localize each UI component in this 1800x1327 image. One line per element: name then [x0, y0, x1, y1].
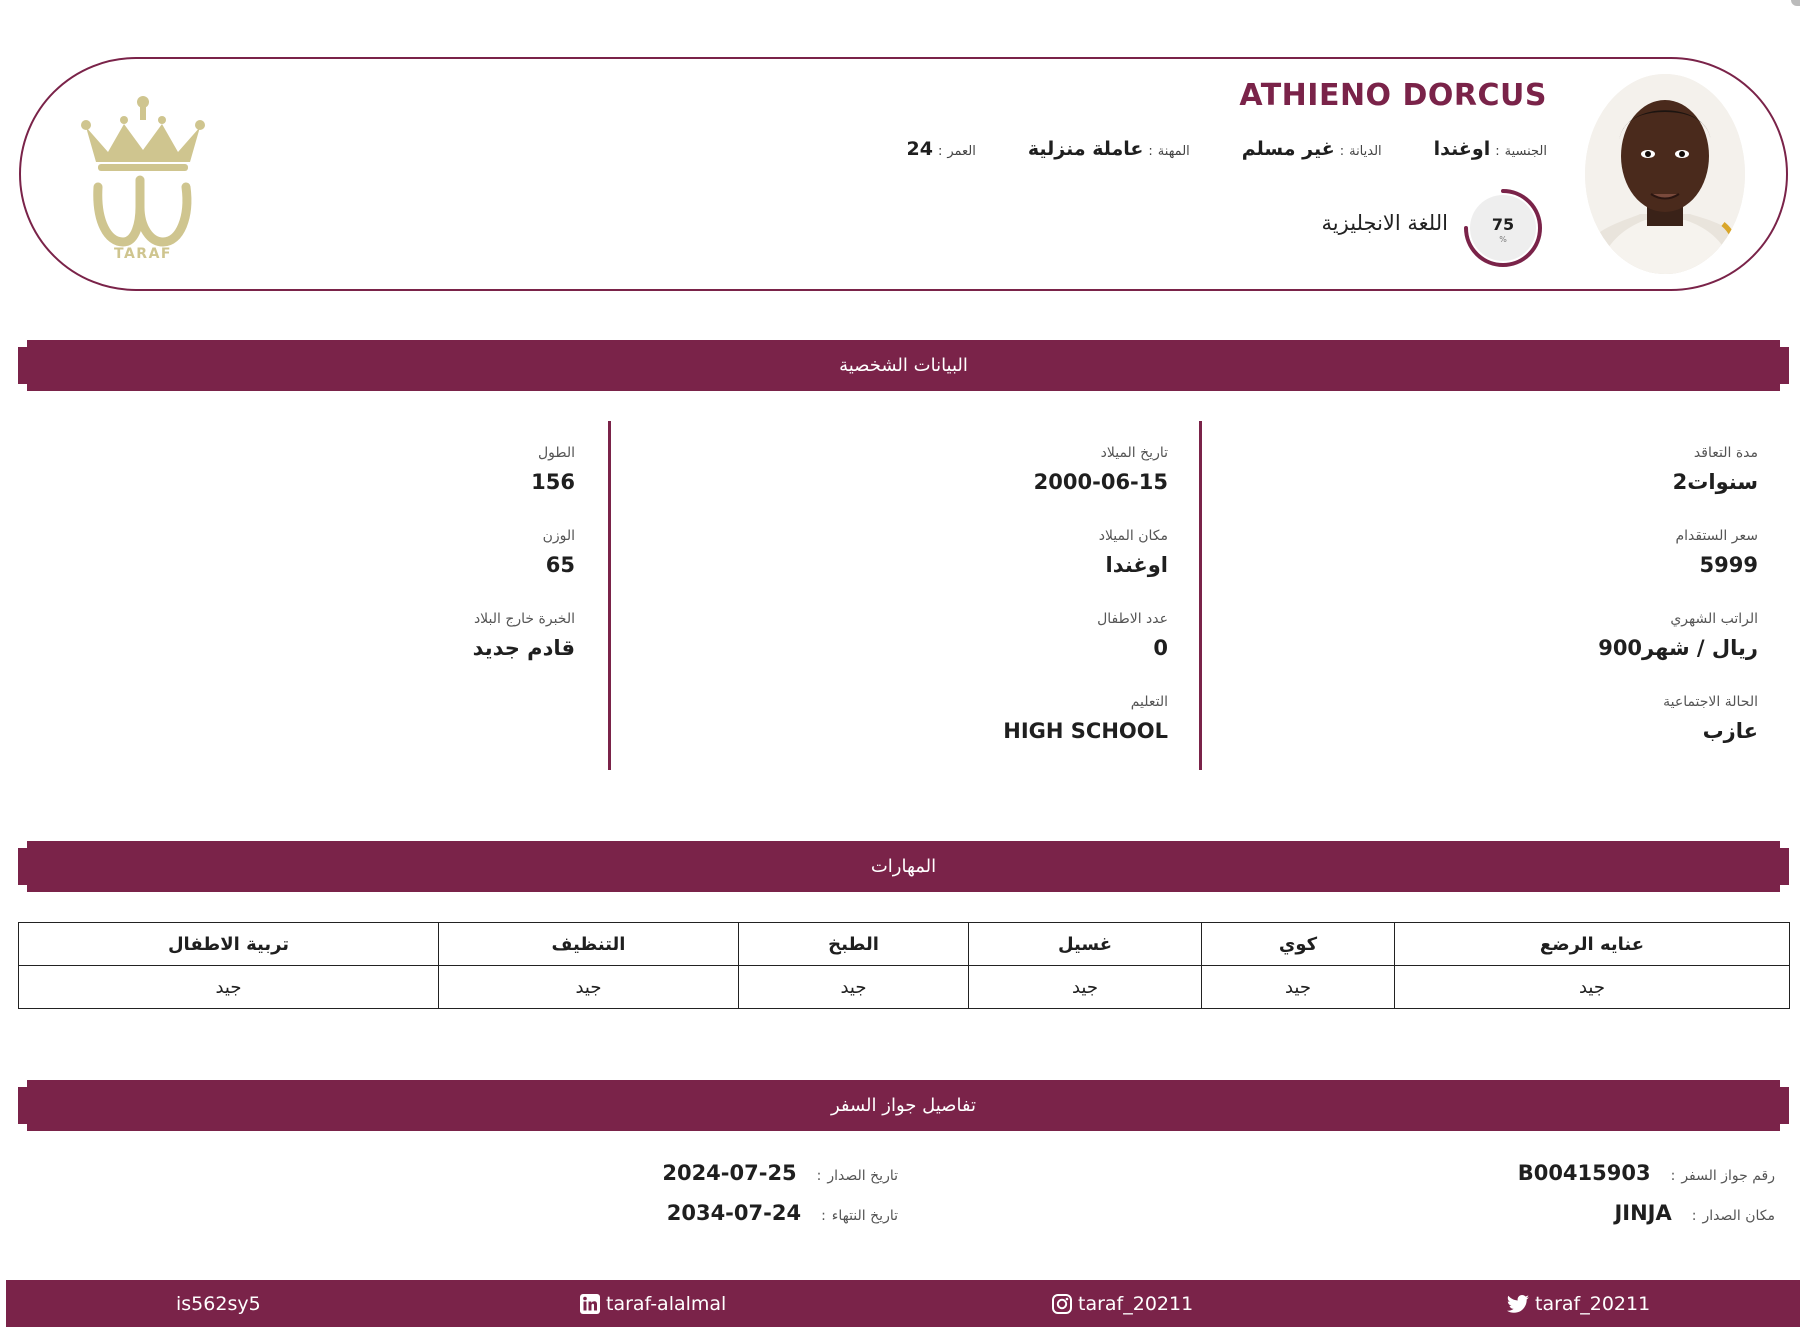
skill-header: عنايه الرضع [1395, 923, 1790, 966]
weight-field [543, 528, 575, 577]
nationality-label: الجنسية [1504, 144, 1547, 159]
profession-item [1028, 138, 1190, 160]
pob-field [1099, 528, 1168, 577]
skill-header: غسيل [969, 923, 1202, 966]
separator: : [821, 1208, 826, 1224]
skill-value: جيد [1202, 966, 1395, 1009]
children-field [1097, 611, 1168, 660]
language-gauge [1461, 186, 1545, 270]
linkedin-icon [579, 1293, 601, 1315]
profile-photo [1585, 74, 1745, 274]
pob-value: اوغندا [1105, 553, 1168, 577]
skill-value: جيد [439, 966, 739, 1009]
instagram-handle: taraf_20211 [1078, 1292, 1194, 1315]
skill-header: كوي [1202, 923, 1395, 966]
contract-value: 2سنوات [1672, 470, 1758, 494]
passport-place-label: مكان الصدار [1702, 1208, 1775, 1224]
worker-name: ATHIENO DORCUS [1239, 78, 1547, 113]
recruit-price-label: سعر الستقدام [1675, 528, 1758, 544]
footer-code-text: is562sy5 [176, 1292, 261, 1315]
religion-label: الديانة [1349, 144, 1382, 159]
passport-expiry-label: تاريخ النتهاء [831, 1208, 898, 1224]
children-value: 0 [1153, 636, 1168, 660]
experience-value: قادم جديد [472, 636, 575, 660]
twitter-handle: taraf_20211 [1535, 1292, 1651, 1315]
taraf-logo [78, 92, 208, 262]
percent-sign: % [1499, 235, 1507, 244]
skills-value-row [19, 966, 1790, 1009]
nationality-item [1434, 138, 1547, 160]
separator: : [1148, 144, 1153, 159]
contract-field [1673, 445, 1758, 494]
separator: : [937, 144, 943, 159]
instagram-link[interactable] [1051, 1280, 1193, 1327]
age-item [906, 138, 975, 160]
age-value: 24 [906, 138, 933, 160]
separator: : [1691, 1208, 1697, 1224]
twitter-link[interactable] [1506, 1280, 1650, 1327]
religion-value: غير مسلم [1241, 138, 1335, 160]
personal-section-header [27, 340, 1780, 391]
corner-mark [1791, 0, 1800, 6]
dob-field [1034, 445, 1168, 494]
salary-field [1598, 611, 1758, 660]
profession-label: المهنة [1157, 144, 1190, 159]
passport-number-row [1518, 1161, 1775, 1185]
twitter-icon [1506, 1293, 1530, 1315]
column-divider [1199, 421, 1202, 770]
education-field [1003, 694, 1168, 743]
dob-value: 2000-06-15 [1033, 470, 1168, 494]
education-label: التعليم [1130, 694, 1168, 710]
height-value: 156 [531, 470, 575, 494]
weight-value: 65 [545, 553, 575, 577]
passport-section-header [27, 1080, 1780, 1131]
height-label: الطول [537, 445, 575, 461]
passport-issue-value: 2024-07-25 [662, 1161, 797, 1185]
passport-expiry-row [667, 1201, 898, 1225]
passport-section-title: تفاصيل جواز السفر [830, 1095, 977, 1116]
linkedin-link[interactable] [579, 1280, 726, 1327]
column-divider [608, 421, 611, 770]
passport-number-label: رقم جواز السفر [1681, 1168, 1775, 1184]
passport-issue-label: تاريخ الصدار [827, 1168, 898, 1184]
passport-issue-row [662, 1161, 898, 1185]
skill-value: جيد [739, 966, 969, 1009]
personal-section-title: البيانات الشخصية [839, 355, 968, 376]
passport-number-value: B00415903 [1517, 1161, 1651, 1185]
language-label: اللغة الانجليزية [1321, 211, 1448, 235]
separator: : [816, 1168, 822, 1184]
skill-header: الطبخ [739, 923, 969, 966]
age-label: العمر [947, 144, 976, 159]
contract-label: مدة التعاقد [1693, 445, 1758, 461]
passport-expiry-value: 2034-07-24 [666, 1201, 802, 1225]
linkedin-handle: taraf-alalmal [606, 1292, 727, 1315]
pob-label: مكان الميلاد [1098, 528, 1168, 544]
recruit-price-value: 5999 [1699, 553, 1758, 577]
passport-place-value: JINJA [1614, 1201, 1672, 1225]
summary-row [854, 138, 1547, 166]
footer-code [176, 1280, 261, 1327]
separator: : [1339, 144, 1345, 159]
skills-header-row [19, 923, 1790, 966]
salary-value: 900ريال / شهر [1598, 636, 1758, 660]
experience-label: الخبرة خارج البلاد [473, 611, 575, 627]
skills-section-title: المهارات [870, 856, 937, 877]
language-percent: 75 [1491, 215, 1515, 234]
skills-table [18, 922, 1790, 1009]
nationality-value: اوغندا [1433, 138, 1491, 160]
experience-field [473, 611, 575, 660]
marital-field [1663, 694, 1758, 743]
height-field [531, 445, 575, 494]
footer-bar [6, 1280, 1800, 1327]
children-label: عدد الاطفال [1097, 611, 1168, 627]
skills-section-header [27, 841, 1780, 892]
education-value: HIGH SCHOOL [1003, 719, 1168, 743]
skill-value: جيد [969, 966, 1202, 1009]
separator: : [1670, 1168, 1676, 1184]
weight-label: الوزن [542, 528, 575, 544]
dob-label: تاريخ الميلاد [1100, 445, 1168, 461]
instagram-icon [1051, 1293, 1073, 1315]
profession-value: عاملة منزلية [1027, 138, 1144, 160]
skill-header: التنظيف [439, 923, 739, 966]
skill-value: جيد [1395, 966, 1790, 1009]
separator: : [1495, 144, 1500, 159]
passport-place-row [1614, 1201, 1775, 1225]
marital-value: عازب [1702, 719, 1758, 743]
salary-label: الراتب الشهري [1670, 611, 1758, 627]
logo-text: TARAF [114, 246, 172, 262]
skill-header: تربية الاطفال [19, 923, 439, 966]
marital-label: الحالة الاجتماعية [1663, 694, 1758, 710]
skill-value: جيد [19, 966, 439, 1009]
religion-item [1242, 138, 1382, 160]
recruit-price-field [1675, 528, 1758, 577]
